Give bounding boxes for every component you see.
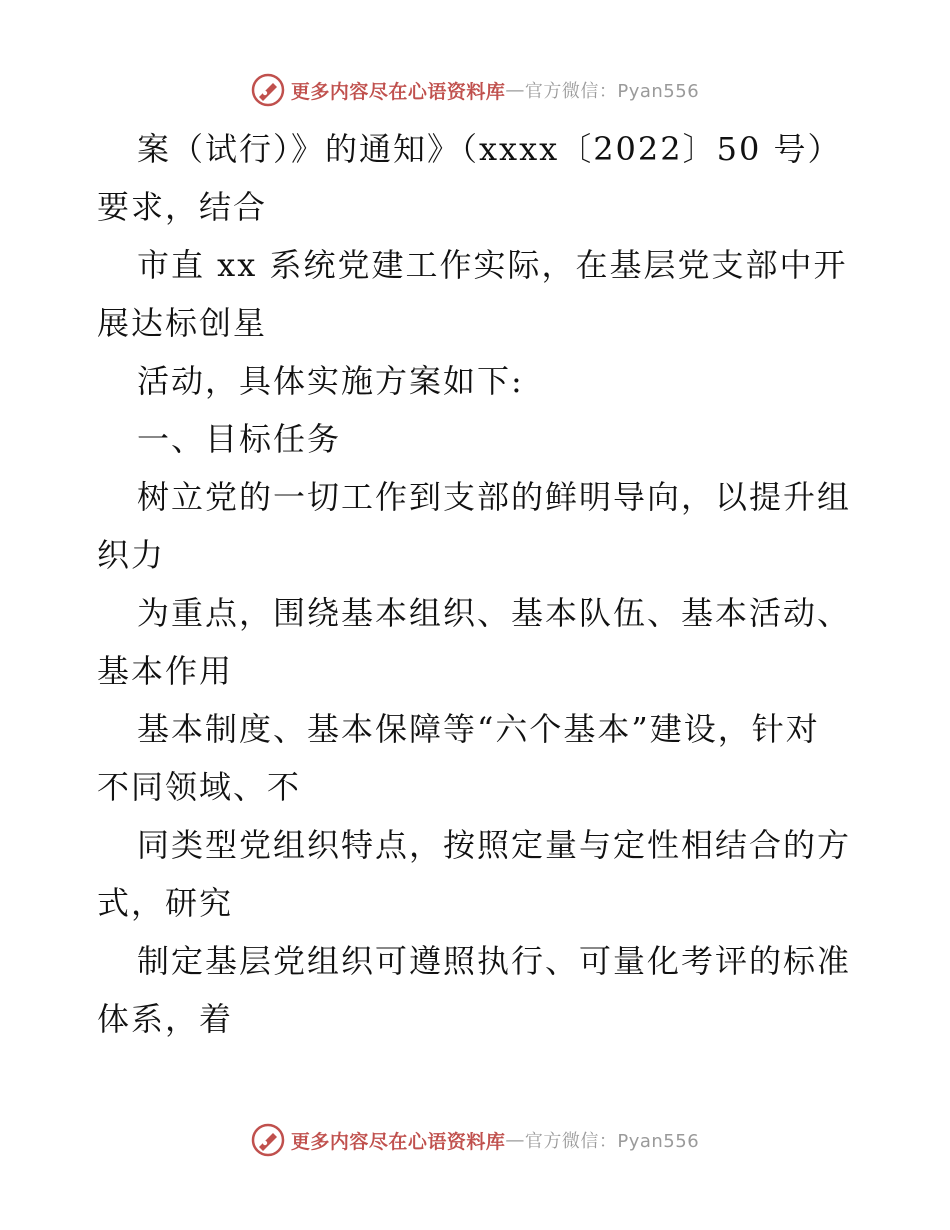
text-line: 要求，结合 [97,188,268,226]
text-line: 树立党的一切工作到支部的鲜明导向，以提升组 [137,478,852,516]
text-line: 基本作用 [97,652,234,690]
text-line: 式，研究 [97,884,234,922]
text-line: 制定基层党组织可遵照执行、可量化考评的标准 [137,942,852,980]
text-line: 体系，着 [97,1000,234,1038]
watermark-contact: 官方微信：Pyan556 [524,81,700,102]
watermark-separator: — [505,79,525,101]
watermark-brand: 更多内容尽在心语资料库 [290,80,506,103]
text-line: 织力 [97,536,166,574]
text-line: 为重点，围绕基本组织、基本队伍、基本活动、 [137,594,852,632]
pen-seal-icon [251,1123,285,1157]
watermark-brand: 更多内容尽在心语资料库 [290,1130,506,1153]
watermark-separator: — [505,1129,525,1151]
section-heading: 一、目标任务 [137,420,342,458]
footer-watermark [0,1120,950,1160]
text-line: 案（试行）》的通知》（xxxx〔2022〕50 号） [137,130,842,168]
text-line: 展达标创星 [97,304,268,342]
text-line: 基本制度、基本保障等“六个基本”建设，针对 [137,710,820,748]
text-line: 不同领域、不 [97,768,302,806]
header-watermark [0,70,950,110]
text-line: 同类型党组织特点，按照定量与定性相结合的方 [137,826,852,864]
text-line: 活动，具体实施方案如下: [137,362,524,400]
text-line: 市直 xx 系统党建工作实际，在基层党支部中开 [137,246,848,284]
pen-seal-icon [251,73,285,107]
watermark-contact: 官方微信：Pyan556 [524,1131,700,1152]
document-body [97,120,857,1048]
